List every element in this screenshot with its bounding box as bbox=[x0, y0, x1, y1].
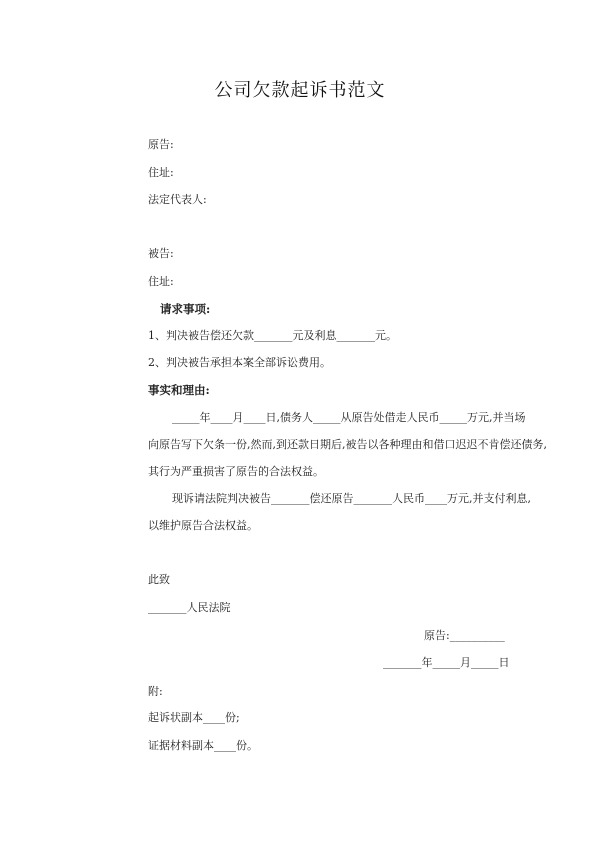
document-title: 公司欠款起诉书范文 bbox=[214, 80, 386, 101]
closing-court: _______人民法院 bbox=[148, 601, 231, 614]
closing-signer: 原告:__________ bbox=[424, 629, 505, 642]
attachment-item-2: 证据材料副本____份。 bbox=[148, 739, 258, 752]
facts-para1-line1: _____年____月____日,债务人_____从原告处借走人民币_____万元,并当场 bbox=[172, 411, 526, 424]
plaintiff-label: 原告: bbox=[148, 138, 174, 151]
closing-salutation: 此致 bbox=[148, 573, 170, 586]
facts-para2-line2: 以维护原告合法权益。 bbox=[148, 519, 258, 532]
plaintiff-legal-rep: 法定代表人: bbox=[148, 193, 207, 206]
facts-heading: 事实和理由: bbox=[148, 383, 210, 397]
facts-para1-line2: 向原告写下欠条一份,然而,到还款日期后,被告以各种理由和借口迟迟不肯偿还债务, bbox=[148, 438, 547, 451]
claim-item-2: 2、判决被告承担本案全部诉讼费用。 bbox=[148, 356, 331, 369]
plaintiff-address: 住址: bbox=[148, 166, 174, 179]
facts-para1-line3: 其行为严重损害了原告的合法权益。 bbox=[148, 465, 324, 478]
attachments-heading: 附: bbox=[148, 685, 163, 698]
defendant-label: 被告: bbox=[148, 247, 174, 260]
closing-date: _______年_____月_____日 bbox=[383, 656, 510, 669]
defendant-address: 住址: bbox=[148, 275, 174, 288]
claims-heading: 请求事项: bbox=[160, 302, 211, 316]
claim-item-1: 1、判决被告偿还欠款_______元及利息_______元。 bbox=[148, 329, 397, 342]
facts-para2-line1: 现诉请法院判决被告_______偿还原告_______人民币____万元,并支付利息, bbox=[172, 492, 531, 505]
attachment-item-1: 起诉状副本____份; bbox=[148, 711, 240, 724]
